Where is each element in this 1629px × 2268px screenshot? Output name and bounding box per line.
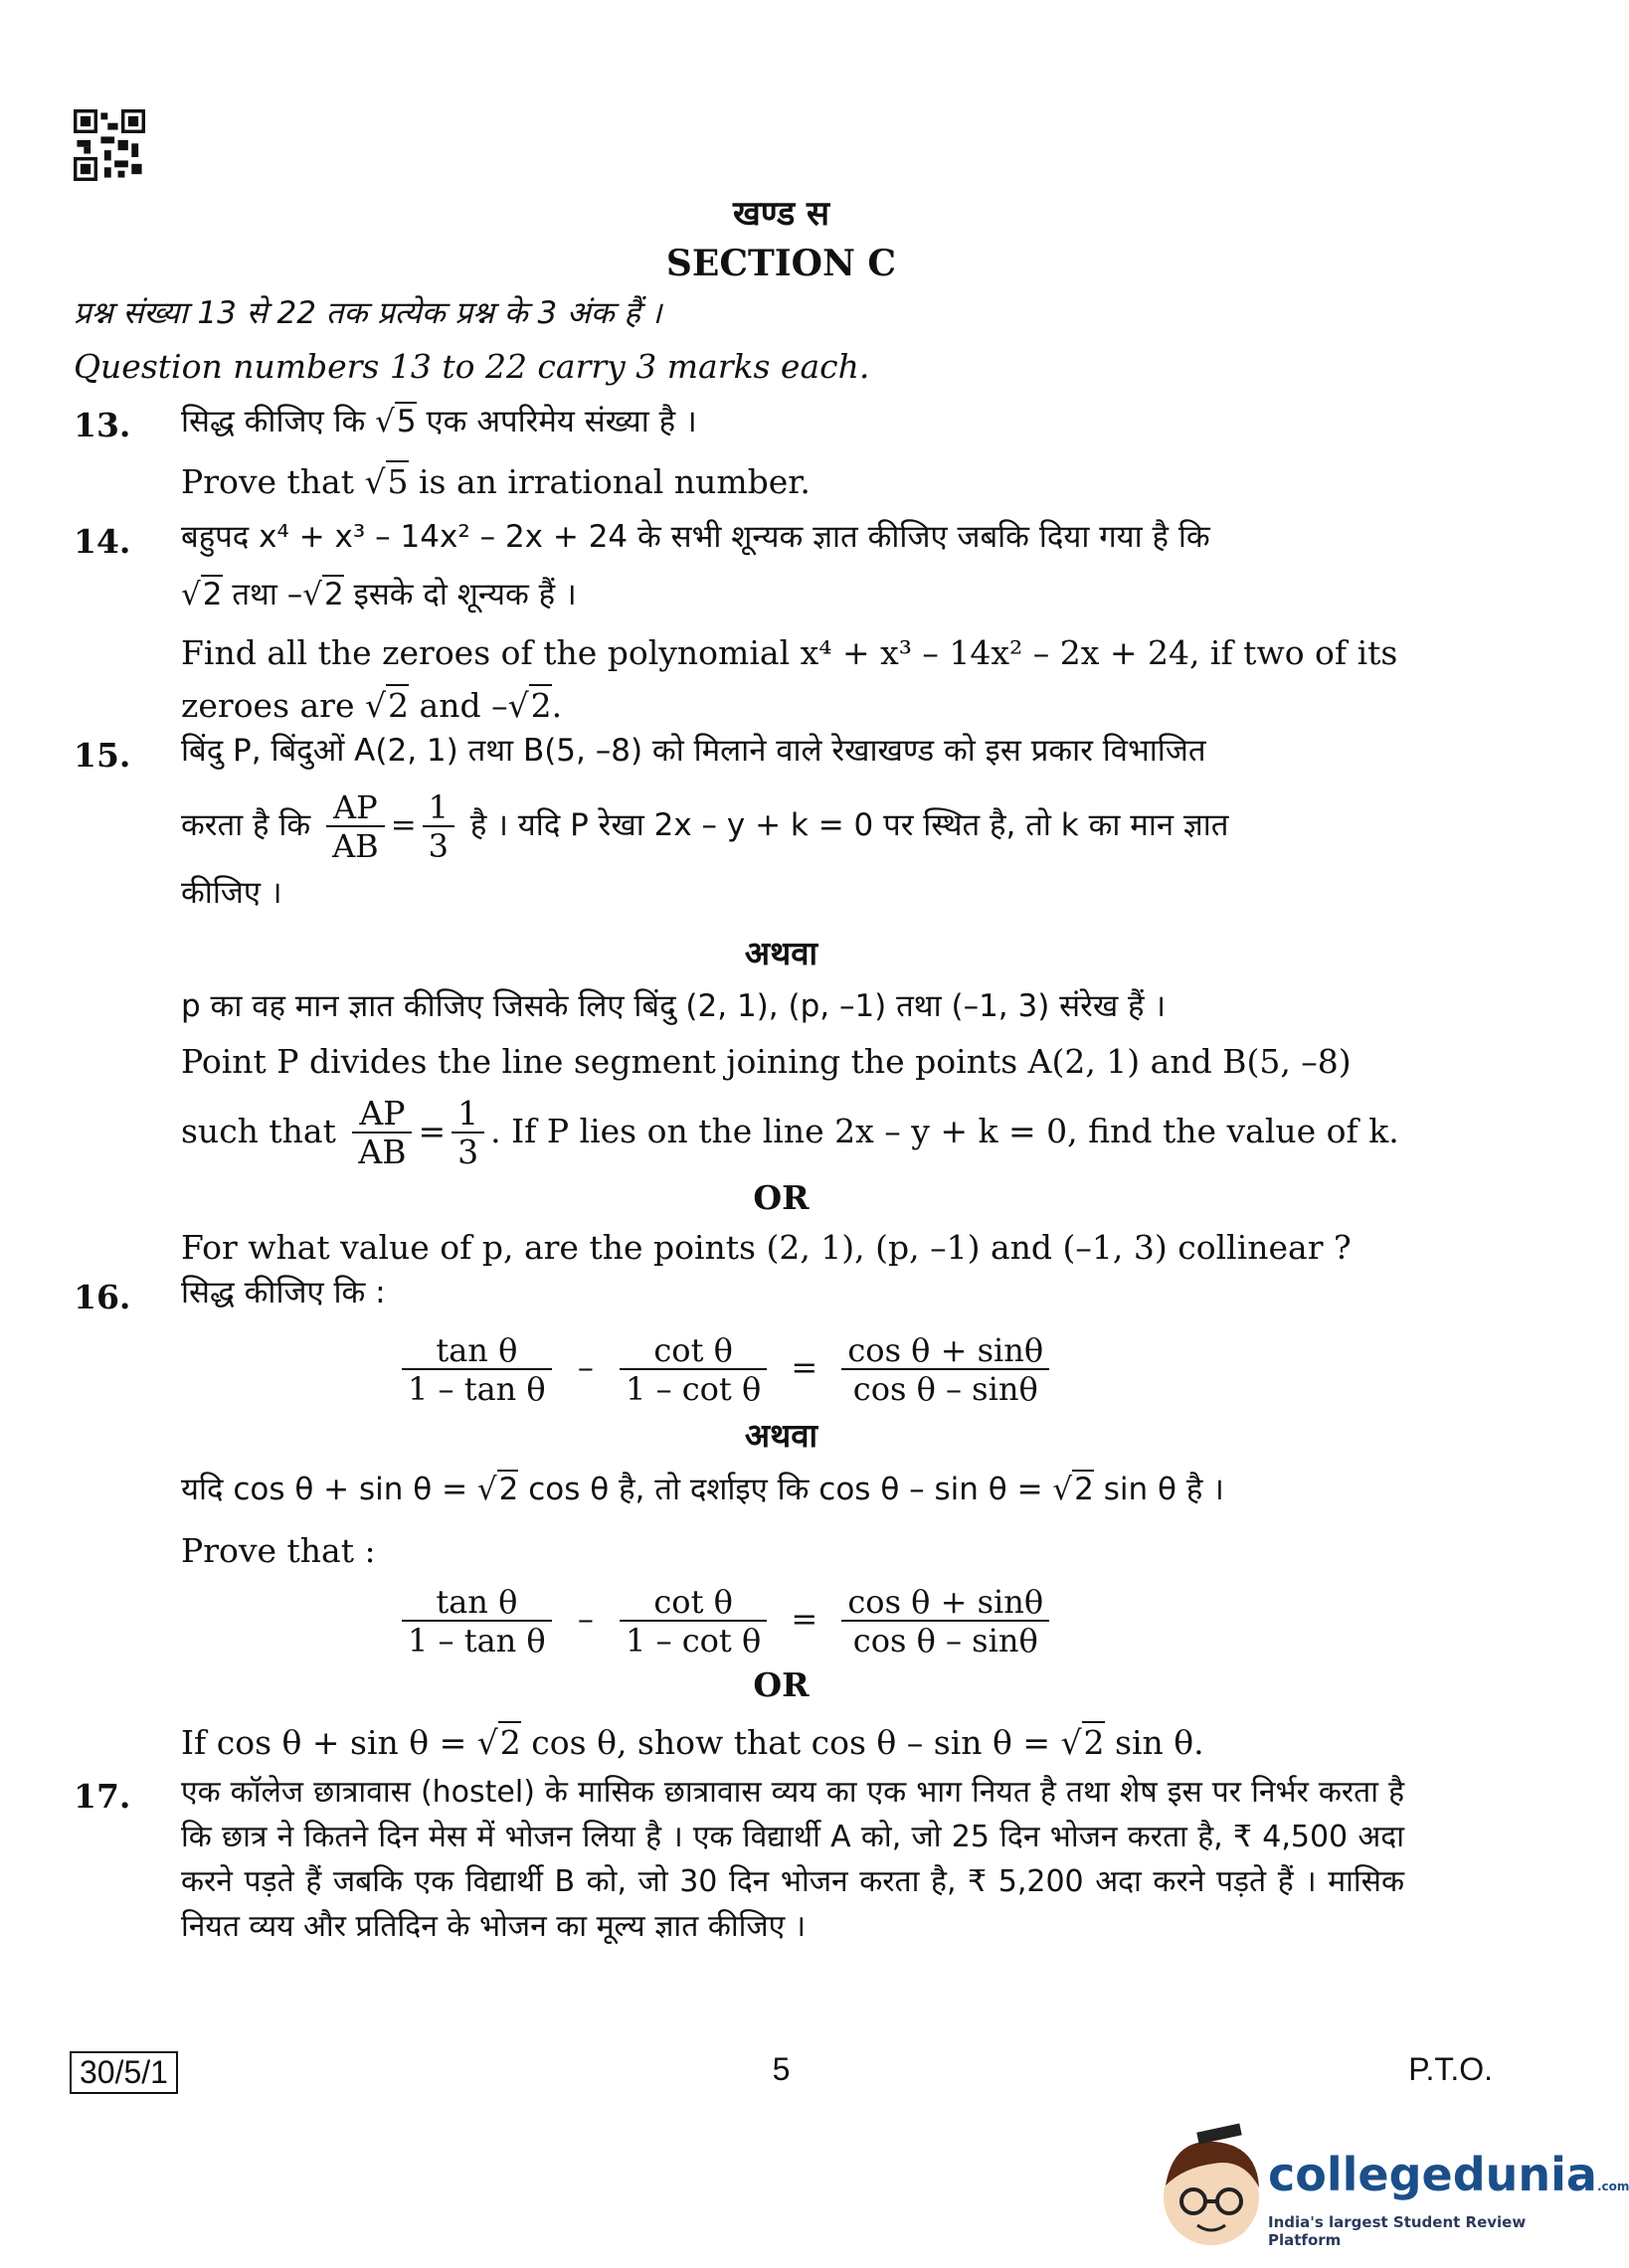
q15-hi-fraction-one-third: [423, 789, 454, 865]
q16-hindi-intro: सिद्ध कीजिए कि :: [181, 1275, 386, 1310]
fraction-numerator: tan θ: [402, 1332, 552, 1370]
q16-hi-radicand-1: 2: [498, 1472, 519, 1507]
athava-label-2: अथवा: [744, 1416, 818, 1455]
section-title-english: SECTION C: [665, 243, 897, 284]
fraction-numerator: cot θ: [620, 1584, 767, 1622]
minus-sign: –: [577, 1600, 594, 1638]
q15-hi-text-a: करता है कि: [181, 807, 311, 843]
q14-hi-radicand-2: 2: [324, 577, 344, 612]
question-number-14: 14.: [74, 522, 131, 561]
q16-term-cot-2: [620, 1584, 767, 1659]
q15-en-fraction-ap-ab: [352, 1096, 412, 1171]
or-label: OR: [753, 1178, 810, 1217]
q16-identity-1: [396, 1322, 1055, 1412]
q14-hindi-line1: बहुपद x⁴ + x³ – 14x² – 2x + 24 के सभी शून्यक ज्ञात कीजिए जबकि दिया गया है कि: [181, 519, 1210, 555]
q15-english-or: For what value of p, are the points (2, 1), (p, –1) and (–1, 3) collinear ?: [181, 1228, 1352, 1267]
qr-code-icon: [74, 109, 145, 181]
fraction-denominator: cos θ – sinθ: [852, 1621, 1038, 1659]
fraction-denominator: 1 – tan θ: [408, 1621, 546, 1659]
fraction-numerator: 1: [452, 1096, 484, 1134]
q16-en-or-a: If cos θ + sin θ =: [181, 1723, 467, 1762]
fraction-denominator: 3: [428, 826, 450, 865]
q16-en-or-c: sin θ.: [1115, 1723, 1204, 1762]
equals-sign: =: [791, 1348, 818, 1386]
paper-code: 30/5/1: [70, 2051, 178, 2094]
athava-label: अथवा: [744, 934, 818, 972]
q15-en-text-a: such that: [181, 1112, 336, 1150]
equals-sign: =: [791, 1600, 818, 1638]
brand-dotcom: .com: [1596, 2180, 1629, 2193]
question-number-13: 13.: [74, 406, 131, 444]
q13-en-text-b: is an irrational number.: [419, 462, 811, 501]
fraction-numerator: AP: [326, 789, 385, 827]
section-title-hindi: खण्ड स: [733, 194, 829, 234]
fraction-numerator: tan θ: [402, 1584, 552, 1622]
fraction-denominator: AB: [332, 826, 379, 865]
q14-hi-radicand-1: 2: [202, 577, 223, 612]
equals-sign: =: [418, 1112, 447, 1150]
q15-hindi-line1: बिंदु P, बिंदुओं A(2, 1) तथा B(5, –8) को मिलाने वाले रेखाखण्ड को इस प्रकार विभाजित: [181, 733, 1206, 769]
collegedunia-tagline: India's largest Student Review Platform: [1268, 2213, 1527, 2249]
question-number-15: 15.: [74, 736, 131, 775]
q15-hindi-or: p का वह मान ज्ञात कीजिए जिसके लिए बिंदु (2, 1), (p, –1) तथा (–1, 3) संरेख हैं ।: [181, 988, 1167, 1024]
q15-english-line2: [181, 1082, 1399, 1181]
q13-en-text-a: Prove that: [181, 462, 354, 501]
q16-term-tan-2: [402, 1584, 552, 1659]
q17-hindi-paragraph: एक कॉलेज छात्रावास (hostel) के मासिक छात्रावास व्यय का एक भाग नियत है तथा शेष इस पर निर्भर करता है कि छात्र ने कितने दिन मेस में भोजन लिया है । एक विद्यार्थी A को, जो 25 दिन भोजन करता है, ₹ 4,500 अदा करने पड़ते हैं जबकि एक विद्यार्थी B को, जो 30 दिन भोजन करता है, ₹ 5,200 अदा करने पड़ते हैं । मासिक नियत व्यय और प्रतिदिन के भोजन का मूल्य ज्ञात कीजिए ।: [181, 1775, 1404, 1944]
fraction-denominator: cos θ – sinθ: [852, 1369, 1038, 1408]
q16-hi-or-b: cos θ है, तो दर्शाइए कि cos θ – sin θ =: [528, 1472, 1043, 1507]
brand-name: collegedunia: [1268, 2148, 1597, 2201]
q16-term-rhs-2: [841, 1584, 1049, 1659]
q13-hindi: सिद्ध कीजिए कि √5 एक अपरिमेय संख्या है ।: [181, 404, 697, 439]
fraction-denominator: 1 – cot θ: [626, 1621, 762, 1659]
instruction-english: Question numbers 13 to 22 carry 3 marks each.: [74, 347, 870, 386]
question-number-16: 16.: [74, 1278, 131, 1316]
q14-english-line1: Find all the zeroes of the polynomial x⁴ + x³ – 14x² – 2x + 24, if two of its: [181, 633, 1398, 672]
q13-hi-radicand: 5: [396, 404, 417, 439]
q14-en-mid: and –: [419, 686, 508, 725]
fraction-numerator: cos θ + sinθ: [841, 1332, 1049, 1370]
q16-hi-radicand-2: 2: [1074, 1472, 1094, 1507]
fraction-numerator: cos θ + sinθ: [841, 1584, 1049, 1622]
fraction-denominator: 3: [457, 1133, 479, 1171]
or-label-2: OR: [753, 1665, 810, 1704]
fraction-denominator: 1 – cot θ: [626, 1369, 762, 1408]
fraction-denominator: AB: [358, 1133, 407, 1171]
q16-en-or-b: cos θ, show that cos θ – sin θ =: [531, 1723, 1051, 1762]
fraction-numerator: AP: [352, 1096, 412, 1134]
q14-en-radicand-2: 2: [530, 686, 552, 725]
minus-sign: –: [577, 1348, 594, 1386]
q14-hi-end: इसके दो शून्यक हैं ।: [353, 577, 577, 612]
q15-hi-text-b: है । यदि P रेखा 2x – y + k = 0 पर स्थित है, तो k का मान ज्ञात: [469, 807, 1229, 843]
q15-en-text-b: . If P lies on the line 2x – y + k = 0, find the value of k.: [490, 1112, 1399, 1150]
q13-hi-text-b: एक अपरिमेय संख्या है ।: [426, 404, 697, 439]
q16-en-radicand-2: 2: [1083, 1723, 1105, 1762]
q16-hi-or-a: यदि cos θ + sin θ =: [181, 1472, 468, 1507]
q14-english-line2: zeroes are √2 and –√2.: [181, 686, 563, 725]
q14-en-text-a: zeroes are: [181, 686, 355, 725]
q13-en-radicand: 5: [387, 462, 409, 501]
page-number: 5: [772, 2051, 791, 2087]
q15-hi-fraction-ap-ab: [326, 789, 385, 865]
q15-hindi-line3: कीजिए ।: [181, 875, 282, 911]
q16-term-rhs: [841, 1332, 1049, 1408]
fraction-numerator: 1: [423, 789, 454, 827]
q13-english: Prove that √5 is an irrational number.: [181, 462, 811, 501]
q16-hindi-or: यदि cos θ + sin θ = √2 cos θ है, तो दर्शाइए कि cos θ – sin θ = √2 sin θ है ।: [181, 1472, 1224, 1507]
question-number-17: 17.: [74, 1777, 131, 1816]
q14-hindi-line2: √2 तथा –√2 इसके दो शून्यक हैं ।: [181, 577, 577, 612]
q16-english-or: If cos θ + sin θ = √2 cos θ, show that cos θ – sin θ = √2 sin θ.: [181, 1723, 1204, 1762]
q16-identity-2: [396, 1574, 1055, 1663]
q14-hi-mid: तथा –: [232, 577, 303, 612]
equals-sign: =: [390, 807, 417, 843]
q14-en-end: .: [551, 686, 563, 725]
q16-term-cot: [620, 1332, 767, 1408]
q16-en-radicand-1: 2: [499, 1723, 521, 1762]
collegedunia-wordmark: [1268, 2148, 1629, 2201]
q16-hi-or-c: sin θ है ।: [1103, 1472, 1224, 1507]
q16-term-tan: [402, 1332, 552, 1408]
fraction-numerator: cot θ: [620, 1332, 767, 1370]
q14-en-radicand-1: 2: [388, 686, 410, 725]
fraction-denominator: 1 – tan θ: [408, 1369, 546, 1408]
q13-hi-text-a: सिद्ध कीजिए कि: [181, 404, 366, 439]
q15-en-fraction-one-third: [452, 1096, 484, 1171]
q15-hindi-line2: [181, 776, 1228, 875]
instruction-hindi: प्रश्न संख्या 13 से 22 तक प्रत्येक प्रश्न के 3 अंक हैं ।: [74, 295, 662, 331]
q15-english-line1: Point P divides the line segment joining the points A(2, 1) and B(5, –8): [181, 1042, 1352, 1081]
please-turn-over: P.T.O.: [1408, 2051, 1493, 2087]
q16-english-intro: Prove that :: [181, 1531, 376, 1570]
